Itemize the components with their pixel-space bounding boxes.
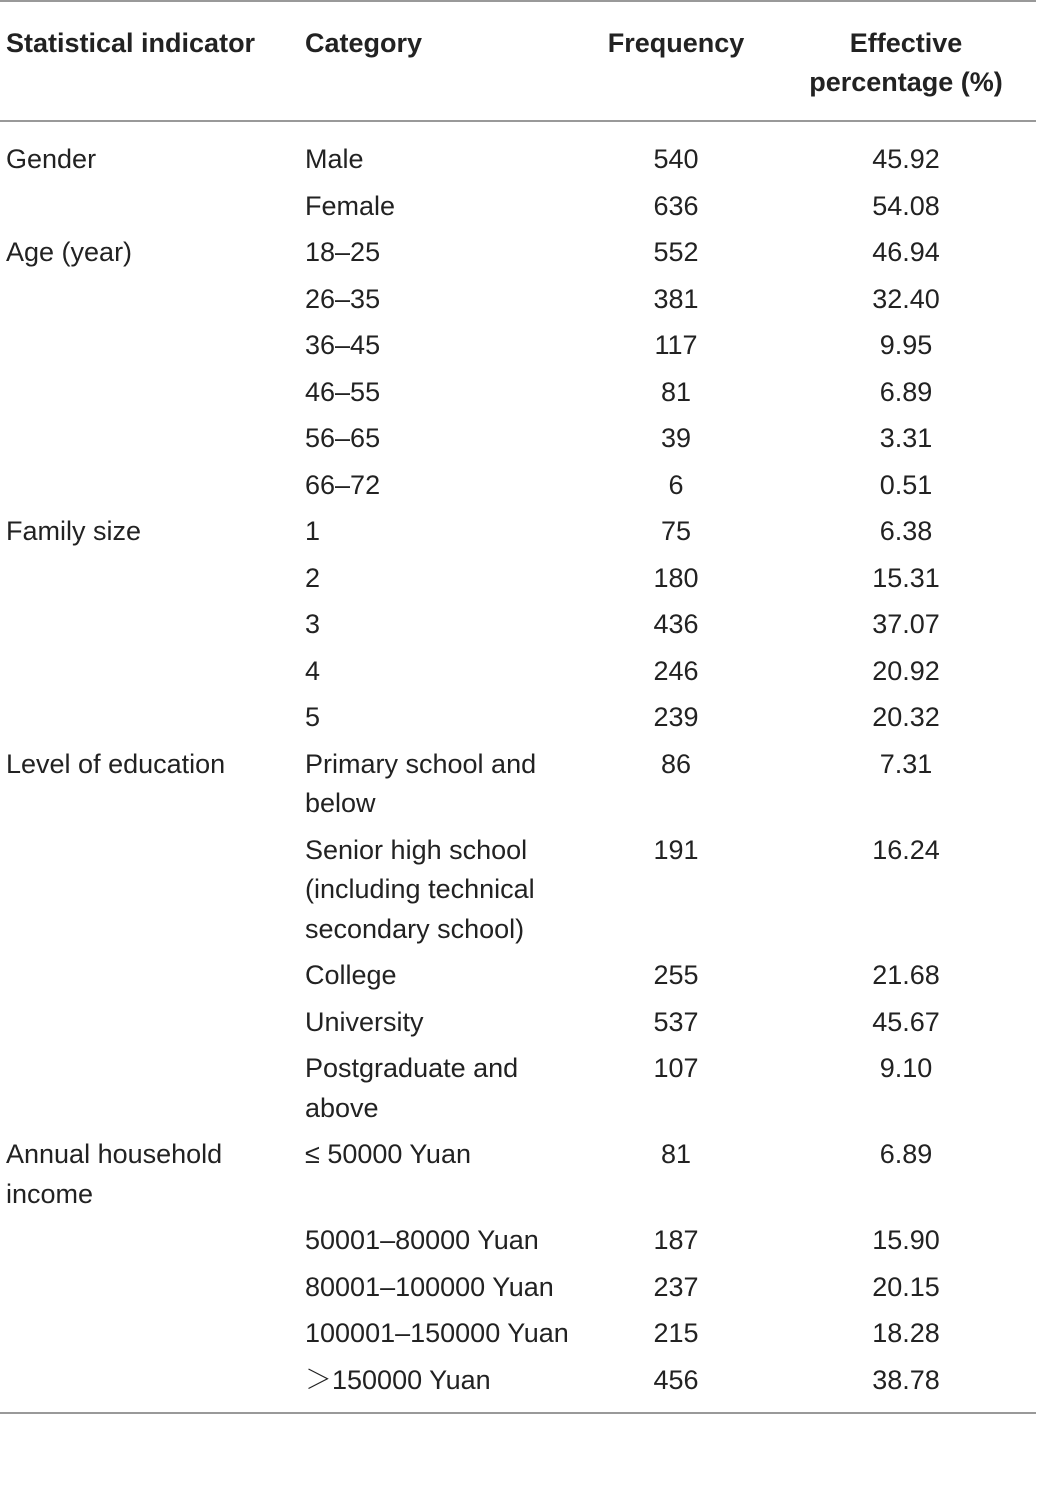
frequency-cell: 552: [653, 237, 699, 267]
table-row: [0, 277, 1036, 324]
table-row: [0, 370, 1036, 417]
frequency-cell: 6: [668, 469, 684, 500]
percentage-cell: 37.07: [872, 609, 940, 639]
percentage-cell: 9.10: [879, 1053, 933, 1083]
category-cell: 26–35: [305, 283, 381, 314]
indicator-cell: [0, 323, 298, 370]
frequency-cell: 537: [653, 1006, 699, 1037]
percentage-cell: 38.78: [776, 1358, 1036, 1414]
category-cell: 100001–150000 Yuan: [305, 1318, 569, 1348]
indicator-cell: Level of education: [6, 748, 226, 779]
percentage-cell: 6.38: [879, 516, 933, 546]
indicator-cell: [0, 463, 298, 510]
percentage-cell: 0.51: [879, 469, 933, 500]
percentage-cell: 46.94: [872, 237, 940, 267]
percentage-cell: 9.95: [879, 330, 933, 360]
indicator-cell: [0, 1311, 298, 1358]
table-row: [0, 953, 1036, 1000]
frequency-cell: 39: [660, 423, 692, 453]
percentage-cell: 7.31: [879, 748, 933, 779]
category-cell: 3: [305, 609, 321, 639]
percentage-cell: 18.28: [872, 1318, 940, 1348]
category-cell: 80001–100000 Yuan: [305, 1271, 554, 1302]
category-cell: 18–25: [305, 237, 381, 267]
header-row: [0, 1, 1036, 121]
indicator-cell: Annual household income: [6, 1139, 223, 1209]
table-row: [0, 230, 1036, 277]
header-statistical-indicator: Statistical indicator: [0, 1, 298, 121]
indicator-cell: [0, 953, 298, 1000]
category-cell: ≤ 50000 Yuan: [305, 1139, 471, 1169]
table-body: [0, 121, 1036, 1413]
percentage-cell: 15.90: [872, 1225, 940, 1255]
table-row: [0, 649, 1036, 696]
percentage-cell: 6.89: [879, 376, 933, 407]
category-cell: 66–72: [305, 469, 381, 500]
percentage-cell: 45.67: [872, 1006, 940, 1037]
frequency-cell: 436: [653, 609, 699, 639]
category-cell: 5: [305, 702, 321, 732]
category-cell: Female: [305, 190, 396, 221]
indicator-cell: [0, 184, 298, 231]
percentage-cell: 32.40: [872, 283, 940, 314]
percentage-cell: 15.31: [872, 562, 940, 593]
indicator-cell: [0, 416, 298, 463]
frequency-cell: 187: [653, 1225, 699, 1255]
frequency-cell: 381: [653, 283, 699, 314]
frequency-cell: 81: [660, 1139, 692, 1169]
category-cell: Senior high school (including technical secondary school): [305, 834, 535, 944]
indicator-cell: Age (year): [6, 237, 133, 267]
category-cell: University: [305, 1006, 424, 1037]
percentage-cell: 20.32: [872, 702, 940, 732]
category-cell: College: [305, 960, 397, 990]
frequency-cell: 540: [653, 144, 699, 174]
frequency-cell: 456: [576, 1358, 776, 1414]
table-row: [0, 509, 1036, 556]
percentage-cell: 3.31: [879, 423, 933, 453]
frequency-cell: 246: [653, 655, 699, 686]
table-row: [0, 1000, 1036, 1047]
table-header: [0, 1, 1036, 121]
table-row: [0, 828, 1036, 954]
frequency-cell: 239: [653, 702, 699, 732]
frequency-cell: 180: [653, 562, 699, 593]
indicator-cell: [0, 370, 298, 417]
category-cell: 46–55: [305, 376, 381, 407]
table-row: [0, 1046, 1036, 1132]
frequency-cell: 237: [653, 1271, 699, 1302]
table-row: [0, 463, 1036, 510]
category-cell: Primary school and below: [305, 748, 537, 818]
table-row: [0, 1311, 1036, 1358]
table-row: [0, 323, 1036, 370]
category-cell: ＞150000 Yuan: [298, 1358, 576, 1414]
table-row: [0, 1132, 1036, 1218]
table-row: [0, 602, 1036, 649]
table-row: [0, 742, 1036, 828]
frequency-cell: 107: [653, 1053, 699, 1083]
frequency-cell: 86: [660, 748, 692, 779]
table-row: [0, 416, 1036, 463]
indicator-cell: [0, 649, 298, 696]
indicator-cell: [0, 695, 298, 742]
category-cell: 2: [305, 562, 321, 593]
frequency-cell: 636: [653, 190, 699, 221]
frequency-cell: 117: [654, 330, 698, 360]
category-cell: 36–45: [305, 330, 381, 360]
percentage-cell: 20.15: [872, 1271, 940, 1302]
category-cell: 50001–80000 Yuan: [305, 1225, 539, 1255]
frequency-cell: 81: [660, 376, 692, 407]
category-cell: 56–65: [305, 423, 381, 453]
frequency-cell: 191: [653, 834, 699, 865]
category-cell: 4: [305, 655, 321, 686]
category-cell: Male: [305, 144, 364, 174]
table-row: [0, 184, 1036, 231]
indicator-cell: [0, 1218, 298, 1265]
indicator-cell: [0, 1046, 298, 1132]
frequency-cell: 255: [653, 960, 699, 990]
indicator-cell: [0, 1265, 298, 1312]
table-row: [0, 121, 1036, 184]
percentage-cell: 54.08: [872, 190, 940, 221]
percentage-cell: 45.92: [872, 144, 940, 174]
header-frequency: Frequency: [576, 1, 776, 121]
table-row: [0, 1265, 1036, 1312]
table-row: [0, 556, 1036, 603]
category-cell: 1: [305, 516, 321, 546]
percentage-cell: 20.92: [872, 655, 940, 686]
header-category: Category: [298, 1, 576, 121]
indicator-cell: [0, 1000, 298, 1047]
frequency-cell: 215: [653, 1318, 699, 1348]
table-row: [0, 1358, 1036, 1414]
header-effective-percentage: Effective percentage (%): [776, 1, 1036, 121]
percentage-cell: 16.24: [872, 834, 940, 865]
indicator-cell: [0, 602, 298, 649]
indicator-cell: [0, 556, 298, 603]
frequency-cell: 75: [660, 516, 692, 546]
percentage-cell: 6.89: [879, 1139, 933, 1169]
table-row: [0, 1218, 1036, 1265]
indicator-cell: Gender: [6, 144, 97, 174]
category-cell: Postgraduate and above: [305, 1053, 519, 1123]
table-row: [0, 695, 1036, 742]
indicator-cell: [0, 1358, 298, 1414]
indicator-cell: Family size: [6, 516, 142, 546]
percentage-cell: 21.68: [872, 960, 940, 990]
indicator-cell: [0, 277, 298, 324]
indicator-cell: [0, 828, 298, 954]
